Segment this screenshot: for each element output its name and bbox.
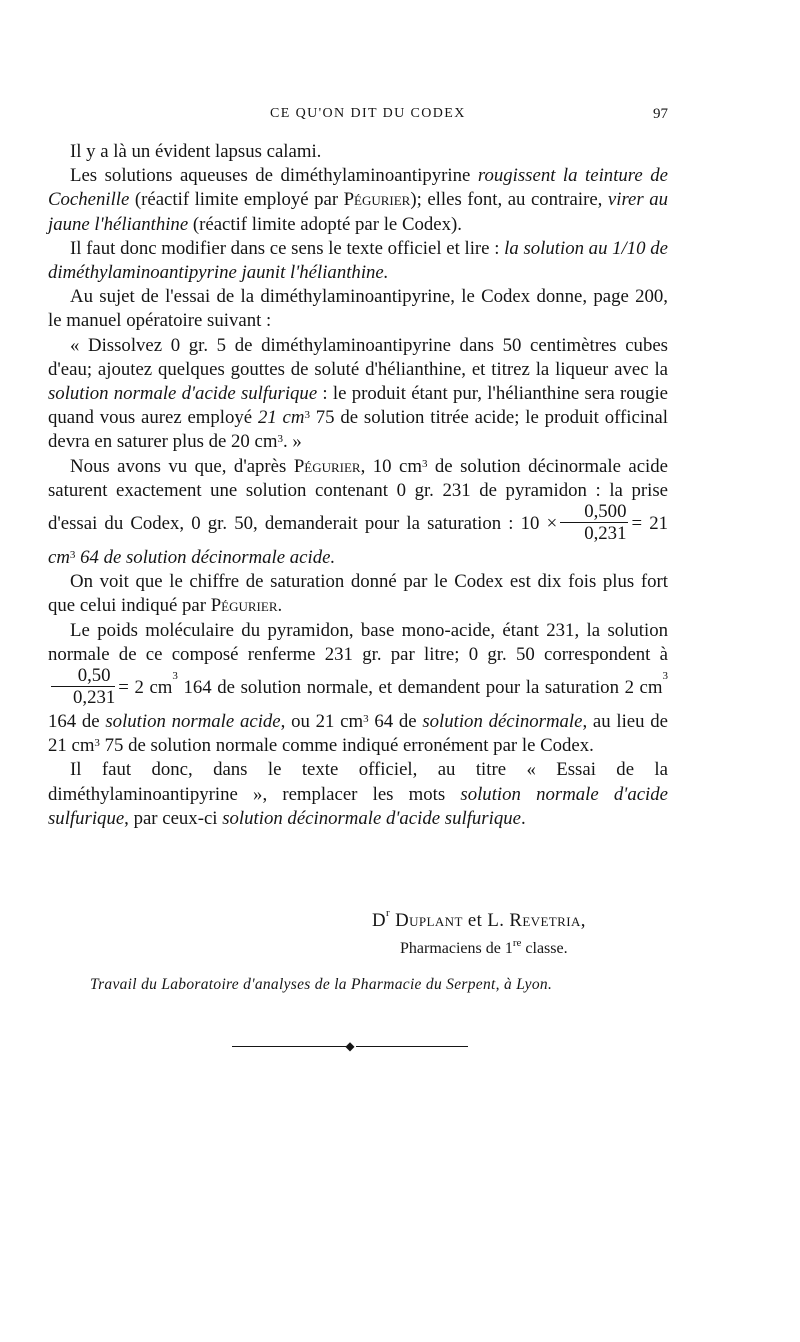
paragraph: Au sujet de l'essai de la diméthylaminoantipyrine, le Codex donne, page 200, le manuel opératoire suivant : — [48, 286, 668, 332]
fraction — [560, 501, 628, 544]
fraction-numerator: 0,50 — [51, 665, 115, 687]
fraction-denominator: 0,231 — [73, 687, 116, 709]
diamond-ornament-icon: ◆ — [345, 1039, 355, 1053]
body-text — [48, 140, 668, 831]
lab-credit: Travail du Laboratoire d'analyses de la Pharmacie du Serpent, à Lyon. — [90, 976, 553, 993]
paragraph: Il y a là un évident lapsus calami. — [70, 141, 322, 162]
paragraph: Le poids moléculaire du pyramidon, base mono-acide, étant 231, la solution normale de ce composé renferme 231 gr. par litre; 0 gr. 50 correspondent à $\frac{0,50}{0,231}$ = 2 $cm^3$ 164 de solution normale, et demandent pour la saturation 2 $cm^3$ 164 de solution normale acide, ou 21 $cm^3$ 64 de solution décinormale, au lieu de 21 $cm^3$ 75 de solution normale comme indiqué erronément par le Codex. — [48, 619, 668, 757]
author-name: Pégurier — [293, 455, 361, 477]
divider-rule-left — [232, 1046, 346, 1047]
paragraph: Il faut donc, dans le texte officiel, au titre « Essai de la diméthylaminoantipyrine », remplacer les mots solution normale d'acide sulfurique, par ceux-ci solution décinormale d'acide sulfurique. — [48, 759, 668, 829]
running-title: CE QU'ON DIT DU CODEX — [270, 106, 466, 121]
signature-authors: $D^r$ Duplant et L. Revetria, — [372, 907, 586, 931]
fraction-denominator: 0,231 — [584, 523, 627, 545]
fraction — [51, 665, 115, 708]
divider-rule-right — [356, 1046, 468, 1047]
author-name: Pégurier — [210, 595, 278, 617]
quotation: « Dissolvez 0 gr. 5 de diméthylaminoantipyrine dans 50 centimètres cubes d'eau; ajoutez quelques gouttes de soluté d'hélianthine, et titrez la liqueur avec la solution normale d'acide sulfurique : le produit étant pur, l'hélianthine sera rougie quand vous aurez employé 21 $cm^3$ 75 de solution titrée acide; le produit officinal devra en saturer plus de 20 $cm^3$. » — [48, 334, 668, 453]
signature-title: Pharmaciens de 1re classe. — [400, 937, 568, 957]
paragraph: Les solutions aqueuses de diméthylaminoantipyrine rougissent la teinture de Cochenille (réactif limite employé par Pégurier); elles font, au contraire, virer au jaune l'hélianthine (réactif limite adopté par le Codex). — [48, 165, 668, 235]
author-name: Pégurier — [343, 189, 411, 211]
running-header — [48, 106, 668, 130]
fraction-numerator: 0,500 — [560, 501, 628, 523]
paragraph: Nous avons vu que, d'après Pégurier, 10 $cm^3$ de solution décinormale acide saturent exactement une solution contenant 0 gr. 231 de pyramidon : la prise d'essai du Codex, 0 gr. 50, demanderait pour la saturation : 10 × $\frac{0,500}{0,231}$ = 21 $cm^3$ 64 de solution décinormale acide. — [48, 455, 669, 569]
paragraph: Il faut donc modifier dans ce sens le texte officiel et lire : la solution au 1/10 de diméthylaminoantipyrine jaunit l'hélianthine. — [48, 237, 668, 284]
paragraph: On voit que le chiffre de saturation donné par le Codex est dix fois plus fort que celui indiqué par Pégurier. — [48, 571, 668, 617]
page-number: 97 — [653, 106, 668, 122]
